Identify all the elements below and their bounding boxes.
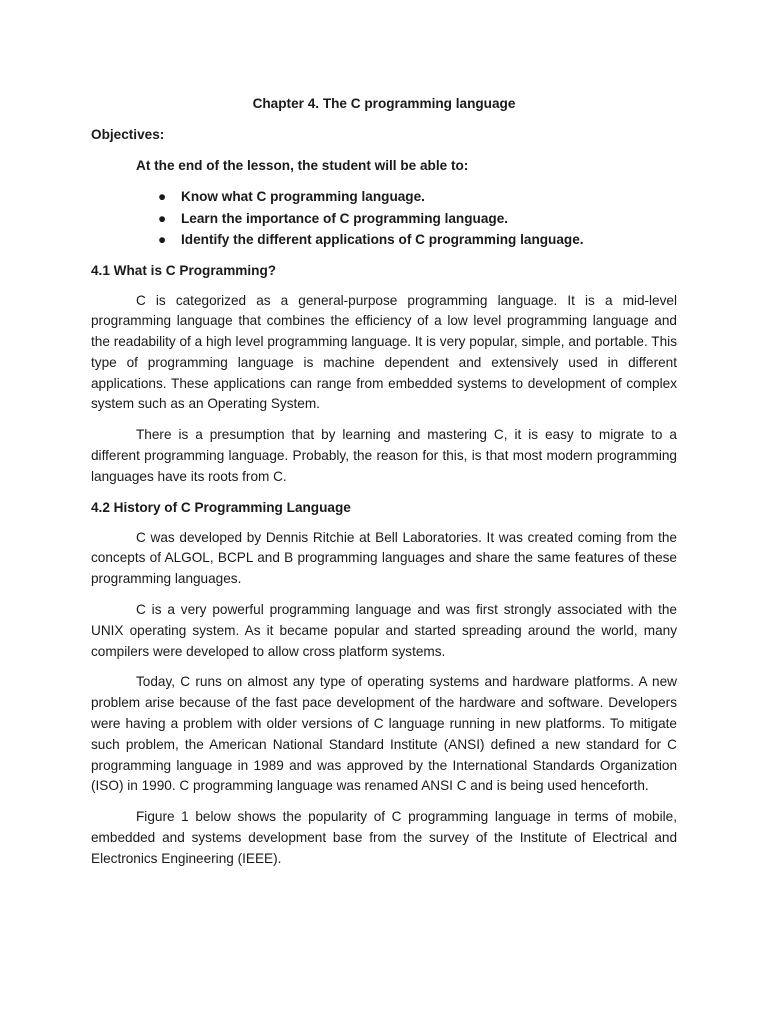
bullet-icon: ● — [158, 189, 167, 204]
objective-text: Identify the different applications of C programming language. — [181, 232, 584, 247]
bullet-icon: ● — [158, 210, 167, 226]
objective-item — [136, 208, 677, 230]
objectives-intro: At the end of the lesson, the student will be able to: — [136, 158, 469, 173]
section-heading-history: 4.2 History of C Programming Language — [91, 499, 351, 515]
objectives-label: Objectives: — [91, 127, 165, 142]
paragraph: There is a presumption that by learning and mastering C, it is easy to migrate to a different programming language. Probably, the reason for this, is that most modern programming languages have its roots from C. — [91, 427, 677, 484]
paragraph: C is categorized as a general-purpose programming language. It is a mid-level programming language that combines the efficiency of a low level programming language and the readability of a high level programming language. It is very popular, simple, and portable. This type of programming language is machine dependent and extensively used in different applications. These applications can range from embedded systems to development of complex system such as an Operating System. — [91, 292, 677, 412]
objective-item — [136, 186, 677, 208]
document-body — [91, 94, 677, 880]
chapter-title: Chapter 4. The C programming language — [252, 96, 516, 111]
objective-text: Know what C programming language. — [181, 189, 425, 204]
paragraph: C is a very powerful programming language and was first strongly associated with the UNIX operating system. As it became popular and started spreading around the world, many compilers were developed to allow cross platform systems. — [91, 602, 677, 659]
section-heading-what-is-c: 4.1 What is C Programming? — [91, 262, 277, 278]
paragraph: C was developed by Dennis Ritchie at Bell Laboratories. It was created coming from the concepts of ALGOL, BCPL and B programming languages and share the same features of these programming languages. — [91, 529, 677, 587]
paragraph: Today, C runs on almost any type of operating systems and hardware platforms. A new problem arise because of the fast pace development of the hardware and software. Developers were having a problem with older versions of C language running in new platforms. To mitigate such problem, the American National Standard Institute (ANSI) defined a new standard for C programming language in 1989 and was approved by the International Standards Organization (ISO) in 1990. C programming language was renamed ANSI C and is being used henceforth. — [91, 674, 677, 794]
paragraph: Figure 1 below shows the popularity of C programming language in terms of mobile, embedded and systems development base from the survey of the Institute of Electrical and Electronics Engineering (IEEE). — [91, 809, 677, 866]
objectives-list — [91, 186, 677, 251]
bullet-icon: ● — [158, 232, 167, 247]
objective-item — [136, 229, 677, 251]
objective-text: Learn the importance of C programming language. — [181, 210, 509, 226]
